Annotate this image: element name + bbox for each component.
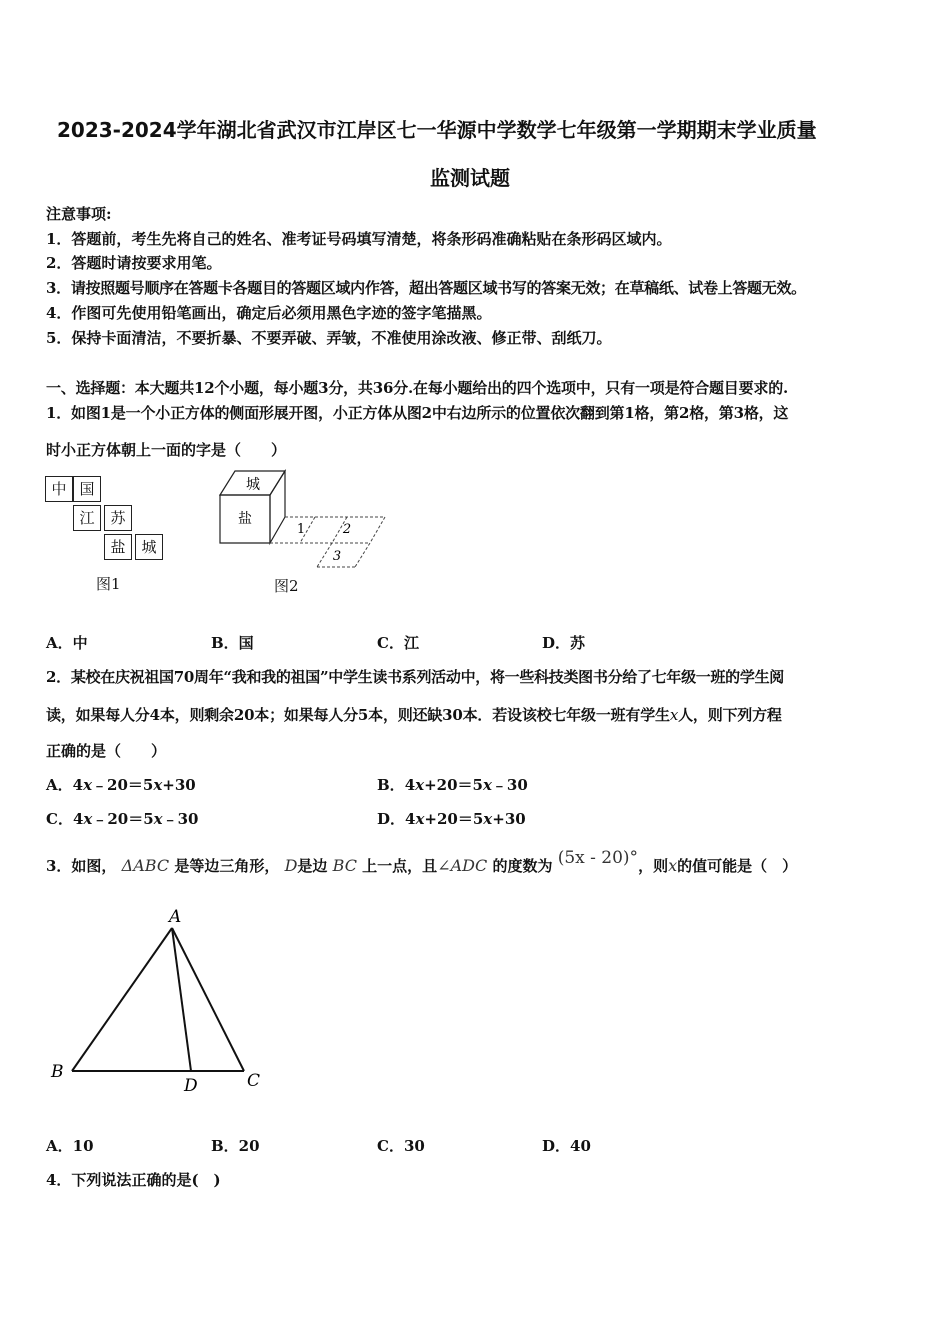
- vertex-label-a: A: [169, 907, 182, 927]
- grid-label: 1: [296, 522, 306, 537]
- option-part: ﹣20＝5: [92, 810, 154, 828]
- option-part: +30: [162, 776, 196, 794]
- q3-option-a[interactable]: A．10: [46, 1137, 94, 1155]
- q3-text-part: 3．如图，: [46, 857, 117, 875]
- notice-heading: 注意事项:: [46, 205, 112, 223]
- net-cell: 城: [135, 534, 163, 560]
- cube-top-label: 城: [246, 477, 260, 493]
- option-var: x: [415, 776, 425, 794]
- q3-math: x: [668, 856, 678, 875]
- q2-text: 2．某校在庆祝祖国70周年“我和我的祖国”中学生读书系列活动中，将一些科技类图书分给了七年级一班的学生阅: [46, 668, 784, 686]
- q1-option-d[interactable]: D．苏: [542, 634, 586, 652]
- net-cell: 国: [73, 476, 101, 502]
- figure-caption: 图1: [96, 575, 121, 593]
- section-heading: 一、选择题：本大题共12个小题，每小题3分，共36分.在每小题给出的四个选项中，只有一项是符合题目要求的.: [46, 379, 789, 397]
- option-part: 4: [404, 776, 416, 794]
- option-part: 4: [72, 776, 84, 794]
- q2-text-end: 正确的是（ ）: [46, 742, 167, 760]
- option-var: x: [482, 776, 492, 794]
- q3-option-b[interactable]: B．20: [211, 1137, 260, 1155]
- grid-label: 2: [342, 522, 352, 537]
- q3-math: ∠ADC: [437, 856, 488, 875]
- q1-text: 1．如图1是一个小正方体的侧面形展开图，小正方体从图2中右边所示的位置依次翻到第1格，第2格，第3格，这: [46, 404, 789, 422]
- option-part: +30: [492, 810, 526, 828]
- option-label: B．: [377, 776, 405, 794]
- notice-item: 3．请按照题号顺序在答题卡各题目的答题区域内作答，超出答题区域书写的答案无效；在草稿纸、试卷上答题无效。: [46, 279, 806, 297]
- option-label: D．: [377, 810, 406, 828]
- notice-item: 1．答题前，考生先将自己的姓名、准考证号码填写清楚，将条形码准确粘贴在条形码区域内。: [46, 230, 672, 248]
- q3-text-part: 上一点，且: [362, 857, 438, 875]
- q1-text-cont: 时小正方体朝上一面的字是（ ）: [46, 441, 287, 459]
- option-label: A．: [46, 776, 73, 794]
- vertex-label-b: B: [51, 1062, 64, 1082]
- q3-math: D: [284, 856, 298, 875]
- net-cell: 苏: [104, 505, 132, 531]
- net-cell: 江: [73, 505, 101, 531]
- q2-option-d[interactable]: [377, 808, 526, 829]
- notice-item: 2．答题时请按要求用笔。: [46, 254, 222, 272]
- q3-text-part: 是边: [297, 857, 328, 875]
- option-part: 4: [405, 810, 416, 828]
- q3-math: BC: [332, 856, 357, 875]
- option-part: +20＝5: [424, 776, 483, 794]
- q1-figure2: [215, 465, 390, 570]
- figure-caption: 图2: [274, 577, 299, 595]
- option-part: ﹣30: [491, 776, 528, 794]
- page-title-line2: 监测试题: [430, 166, 510, 190]
- q2-text-part: 读，如果每人分4本，则剩余20本；如果每人分5本，则还缺30本．若设该校七年级一班有学生: [46, 706, 670, 724]
- cube-front-label: 盐: [238, 511, 252, 527]
- q1-option-b[interactable]: B．国: [211, 634, 254, 652]
- q1-option-a[interactable]: A．中: [46, 634, 88, 652]
- option-part: +20＝5: [424, 810, 484, 828]
- vertex-label-c: C: [247, 1071, 261, 1091]
- vertex-label-d: D: [184, 1076, 198, 1096]
- q3-option-d[interactable]: D．40: [542, 1137, 591, 1155]
- q2-option-b[interactable]: [377, 774, 528, 795]
- q3-math: ΔABC: [121, 856, 170, 875]
- page-title: 2023-2024学年湖北省武汉市江岸区七一华源中学数学七年级第一学期期末学业质量: [57, 118, 817, 142]
- q3-triangle-figure: [45, 900, 270, 1100]
- q3-option-c[interactable]: C．30: [377, 1137, 425, 1155]
- q2-text-part: 人，则下列方程: [678, 706, 782, 724]
- option-var: x: [483, 810, 493, 828]
- q2-variable: x: [669, 706, 679, 724]
- q3-text-part: 是等边三角形，: [174, 857, 280, 875]
- net-cell: 盐: [104, 534, 132, 560]
- option-part: 4: [72, 810, 84, 828]
- option-var: x: [83, 776, 93, 794]
- option-var: x: [153, 810, 163, 828]
- notice-item: 4．作图可先使用铅笔画出，确定后必须用黑色字迹的签字笔描黑。: [46, 304, 492, 322]
- option-var: x: [415, 810, 425, 828]
- notice-item: 5．保持卡面清洁，不要折暴、不要弄破、弄皱，不准使用涂改液、修正带、刮纸刀。: [46, 329, 612, 347]
- option-part: ﹣30: [162, 810, 199, 828]
- q2-option-a[interactable]: [46, 774, 196, 795]
- option-var: x: [83, 810, 93, 828]
- net-cell: 中: [45, 476, 73, 502]
- option-part: ﹣20＝5: [92, 776, 154, 794]
- option-var: x: [153, 776, 163, 794]
- option-label: C．: [46, 810, 73, 828]
- q1-option-c[interactable]: C．江: [377, 634, 419, 652]
- q3-text-part: 的度数为: [492, 857, 553, 875]
- grid-label: 3: [332, 549, 342, 564]
- q2-text-cont: [46, 704, 782, 725]
- q3-text: [46, 848, 798, 876]
- q2-option-c[interactable]: [46, 808, 198, 829]
- q3-math-expression: (5x - 20)°: [557, 848, 639, 868]
- q4-text: 4．下列说法正确的是( ): [46, 1171, 221, 1189]
- q3-text-part: 的值可能是（ ）: [677, 857, 798, 875]
- q3-text-part: ，则: [638, 857, 669, 875]
